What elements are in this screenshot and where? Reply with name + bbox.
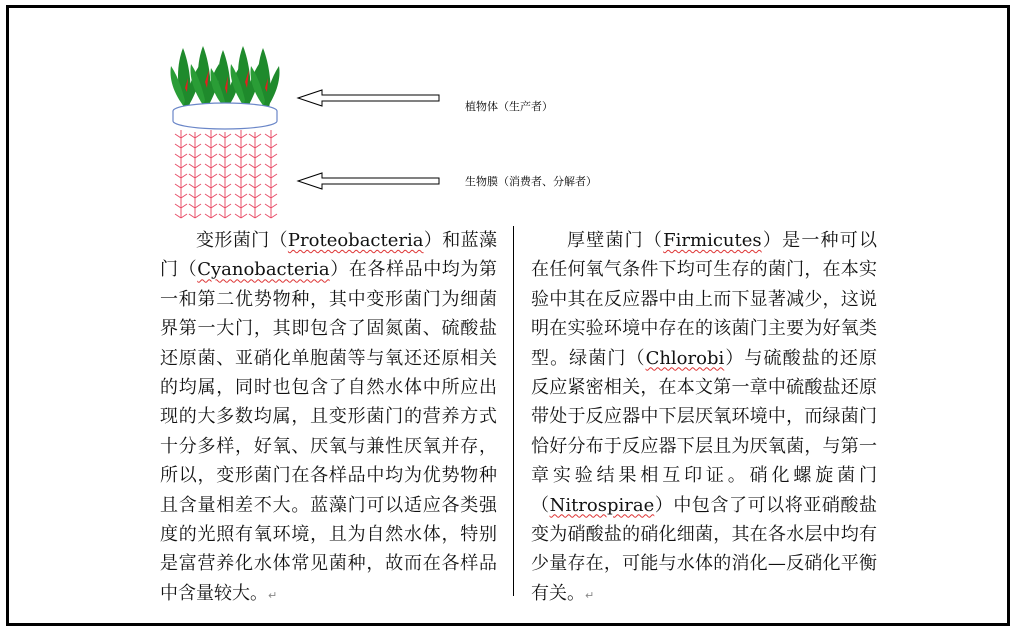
plant-group <box>171 46 280 108</box>
text-run: ）与硫酸盐的还原反应紧密相关，在本文第一章中硫酸盐还原带处于反应器中下层厌氧环境中，而绿菌门恰好分布于反应器下层且为厌氧菌，与第一章实验结果相互印证。硝化螺旋菌门（ <box>531 347 877 516</box>
text-run: ）中包含了可以将亚硝酸盐变为硝酸盐的硝化细菌，其在各水层中均有少量存在，可能与水体的消化—反硝化平衡有关。 <box>531 494 877 604</box>
term-nitrospirae: Nitrospirae <box>549 494 655 516</box>
label-biofilm: 生物膜（消费者、分解者） <box>465 175 597 188</box>
arrow-biofilm <box>298 173 439 189</box>
floating-bed-ring <box>173 103 277 129</box>
plant-icon <box>251 48 280 108</box>
paragraph-mark: ↵ <box>268 588 278 602</box>
document-page <box>6 5 1010 626</box>
term-chlorobi: Chlorobi <box>645 347 725 369</box>
right-paragraph <box>531 226 877 610</box>
term-firmicutes: Firmicutes <box>663 230 762 251</box>
floating-bed-figure <box>9 8 1013 238</box>
term-proteobacteria: Proteobacteria <box>287 230 424 251</box>
text-run: ）在各样品中均为第一和第二优势物种，其中变形菌门为细菌界第一大门，其即包含了固氮菌、硫酸盐还原菌、亚硝化单胞菌等与氧还还原相关的均属，同时也包含了自然水体中所应出现的大多数均属，且变形菌门的营养方式十分多样，好氧、厌氧与兼性厌氧并存，所以，变形菌门在各样品中均为优势物种且含量相差不大。蓝藻门可以适应各类强度的光照有氧环境，且为自然水体，特别是富营养化水体常见菌种，故而在各样品中含量较大。 <box>160 259 498 604</box>
term-cyanobacteria: Cyanobacteria <box>197 259 330 281</box>
left-column <box>160 226 497 610</box>
column-divider <box>513 226 514 596</box>
label-plant: 植物体（生产者） <box>465 100 553 113</box>
text-run: 变形菌门（ <box>196 230 288 251</box>
left-paragraph <box>160 226 497 610</box>
paragraph-mark: ↵ <box>585 588 595 602</box>
biofilm-strands <box>175 130 277 218</box>
text-run: ）和蓝藻门（ <box>160 230 498 281</box>
right-column <box>531 226 877 610</box>
text-run: 厚壁菌门（ <box>567 230 664 251</box>
text-run: ）是一种可以在任何氧气条件下均可生存的菌门，在本实验中其在反应器中由上而下显著减少，这说明在实验环境中存在的该菌门主要为好氧类型。绿菌门（ <box>531 230 878 369</box>
arrow-plant <box>298 90 439 106</box>
